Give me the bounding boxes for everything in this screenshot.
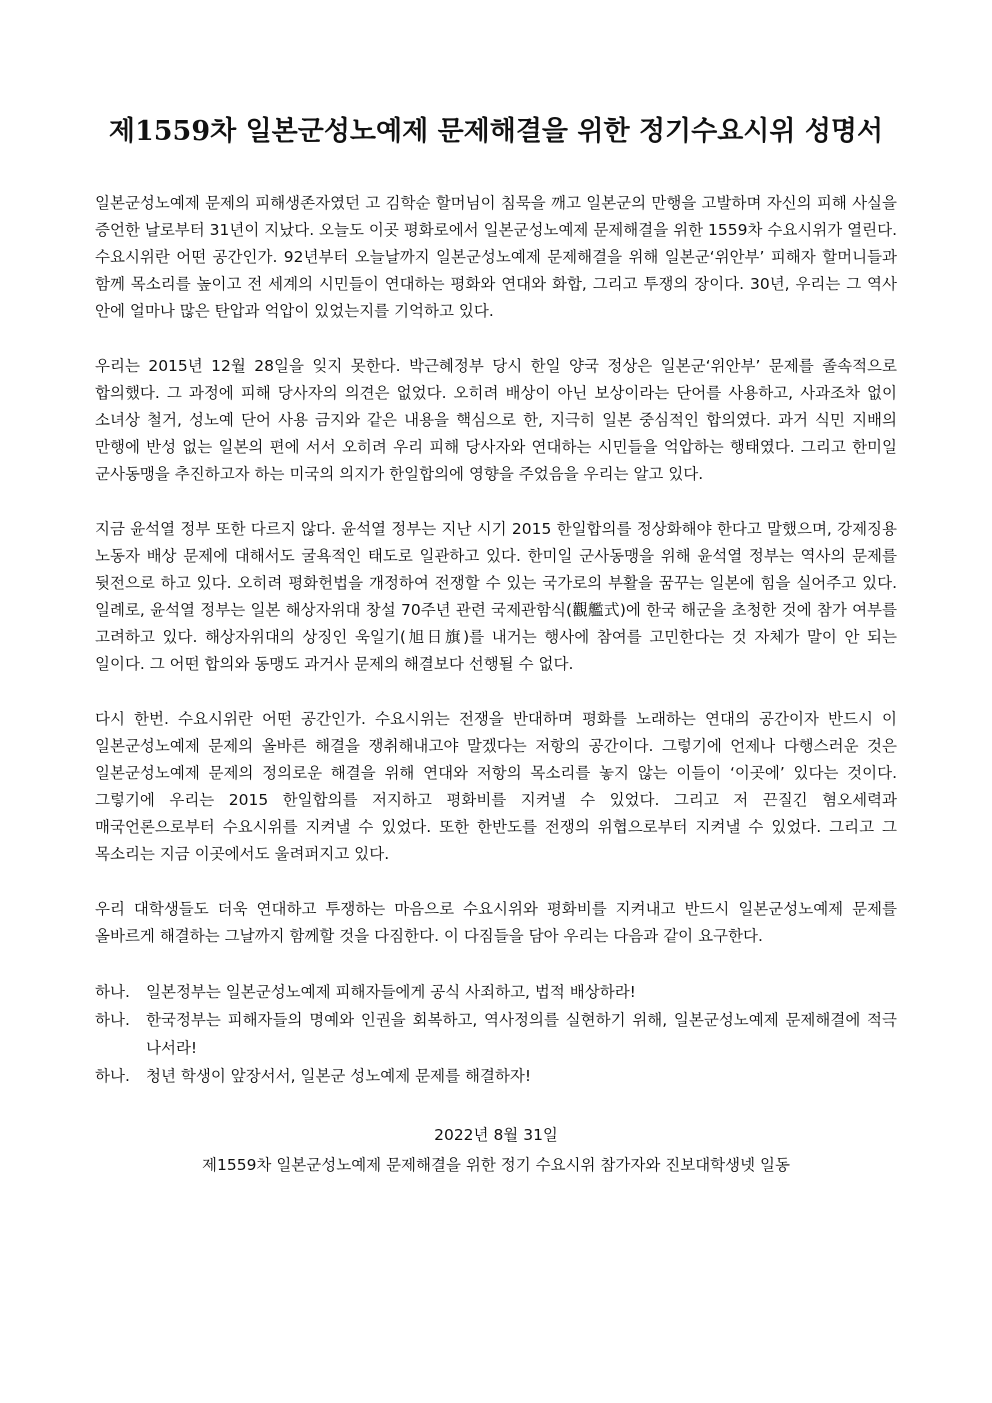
demand-item-1	[95, 978, 897, 1006]
demand-text: 청년 학생이 앞장서서, 일본군 성노예제 문제를 해결하자!	[146, 1067, 532, 1085]
paragraph-2: 우리는 2015년 12월 28일을 잊지 못한다. 박근혜정부 당시 한일 양국 정상은 일본군‘위안부’ 문제를 졸속적으로 합의했다. 그 과정에 피해 당사자의 의견은 없었다. 오히려 배상이 아닌 보상이라는 단어를 사용하고, 사과조차 없이 소녀상 철거, 성노예 단어 사용 금지와 같은 내용을 핵심으로 한, 지극히 일본 중심적인 합의였다. 과거 식민 지배의 만행에 반성 없는 일본의 편에 서서 오히려 우리 피해 당사자와 연대하는 시민들을 억압하는 행태였다. 그리고 한미일 군사동맹을 추진하고자 하는 미국의 의지가 한일합의에 영향을 주었음을 우리는 알고 있다.	[95, 357, 897, 483]
demand-text: 한국정부는 피해자들의 명예와 인권을 회복하고, 역사정의를 실현하기 위해, 일본군성노예제 문제해결에 적극 나서라!	[146, 1011, 897, 1057]
demands-list	[95, 978, 897, 1090]
statement-signature: 제1559차 일본군성노예제 문제해결을 위한 정기 수요시위 참가자와 진보대학생넷 일동	[202, 1156, 790, 1174]
paragraph-1: 일본군성노예제 문제의 피해생존자였던 고 김학순 할머님이 침묵을 깨고 일본군의 만행을 고발하며 자신의 피해 사실을 증언한 날로부터 31년이 지났다. 오늘도 이곳 평화로에서 일본군성노예제 문제해결을 위한 1559차 수요시위가 열린다. 수요시위란 어떤 공간인가. 92년부터 오늘날까지 일본군성노예제 문제해결을 위해 일본군‘위안부’ 피해자 할머니들과 함께 목소리를 높이고 전 세계의 시민들이 연대하는 평화와 연대와 화합, 그리고 투쟁의 장이다. 30년, 우리는 그 역사 안에 얼마나 많은 탄압과 억압이 있었는지를 기억하고 있다.	[95, 194, 897, 320]
demand-prefix: 하나.	[95, 1011, 130, 1029]
paragraph-4: 다시 한번. 수요시위란 어떤 공간인가. 수요시위는 전쟁을 반대하며 평화를 노래하는 연대의 공간이자 반드시 이 일본군성노예제 문제의 올바른 해결을 쟁취해내고야 말겠다는 저항의 공간이다. 그렇기에 언제나 다행스러운 것은 일본군성노예제 문제의 정의로운 해결을 위해 연대와 저항의 목소리를 놓지 않는 이들이 ‘이곳에’ 있다는 것이다. 그렇기에 우리는 2015 한일합의를 저지하고 평화비를 지켜낼 수 있었다. 그리고 저 끈질긴 혐오세력과 매국언론으로부터 수요시위를 지켜낼 수 있었다. 또한 한반도를 전쟁의 위협으로부터 지켜낼 수 있었다. 그리고 그 목소리는 지금 이곳에서도 울려퍼지고 있다.	[95, 710, 897, 863]
paragraph-3: 지금 윤석열 정부 또한 다르지 않다. 윤석열 정부는 지난 시기 2015 한일합의를 정상화해야 한다고 말했으며, 강제징용 노동자 배상 문제에 대해서도 굴욕적인 태도로 일관하고 있다. 한미일 군사동맹을 위해 윤석열 정부는 역사의 문제를 뒷전으로 하고 있다. 오히려 평화헌법을 개정하여 전쟁할 수 있는 국가로의 부활을 꿈꾸는 일본에 힘을 실어주고 있다. 일례로, 윤석열 정부는 일본 해상자위대 창설 70주년 관련 국제관함식(觀艦式)에 한국 해군을 초청한 것에 참가 여부를 고려하고 있다. 해상자위대의 상징인 욱일기(旭日旗)를 내거는 행사에 참여를 고민한다는 것 자체가 말이 안 되는 일이다. 그 어떤 합의와 동맹도 과거사 문제의 해결보다 선행될 수 없다.	[95, 520, 897, 673]
paragraph-5: 우리 대학생들도 더욱 연대하고 투쟁하는 마음으로 수요시위와 평화비를 지켜내고 반드시 일본군성노예제 문제를 올바르게 해결하는 그날까지 함께할 것을 다짐한다. 이 다짐들을 담아 우리는 다음과 같이 요구한다.	[95, 900, 897, 945]
demand-prefix: 하나.	[95, 983, 130, 1001]
demand-prefix: 하나.	[95, 1067, 130, 1085]
demand-item-3	[95, 1062, 897, 1090]
demand-item-2	[95, 1006, 897, 1062]
statement-date: 2022년 8월 31일	[434, 1126, 558, 1144]
document-footer	[95, 1120, 897, 1180]
document-title: 제1559차 일본군성노예제 문제해결을 위한 정기수요시위 성명서	[108, 116, 884, 147]
demand-text: 일본정부는 일본군성노예제 피해자들에게 공식 사죄하고, 법적 배상하라!	[146, 983, 636, 1001]
